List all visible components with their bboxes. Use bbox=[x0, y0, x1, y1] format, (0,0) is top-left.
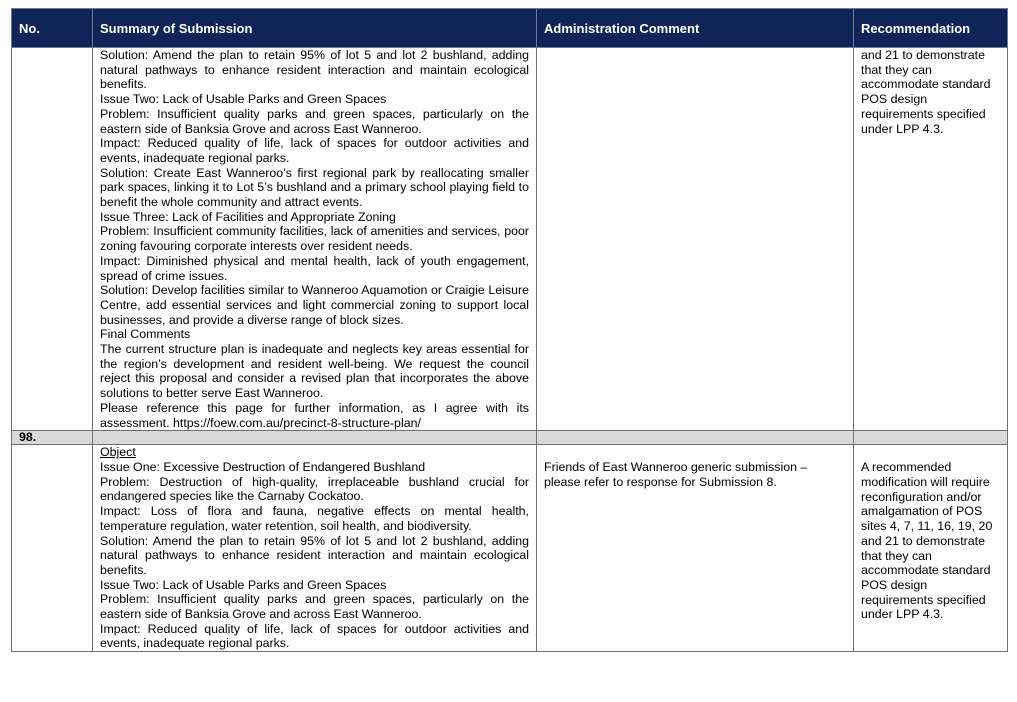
summary-line: Problem: Insufficient community facilities, lack of amenities and services, poor zoning favouring corporate interests over resident needs. bbox=[100, 224, 529, 254]
summary-line: Solution: Develop facilities similar to Wanneroo Aquamotion or Craigie Leisure Centre, add essential services and light commercial zoning to support local businesses, and provide a diverse range of block sizes. bbox=[100, 283, 529, 327]
cell-number bbox=[12, 48, 93, 431]
summary-line: Impact: Reduced quality of life, lack of spaces for outdoor activities and events, inadequate regional parks. bbox=[100, 136, 529, 165]
submission-number: 98. bbox=[12, 431, 93, 445]
header-recommendation: Recommendation bbox=[854, 9, 1008, 48]
summary-line: Problem: Destruction of high-quality, irreplaceable bushland crucial for endangered species like the Carnaby Cockatoo. bbox=[100, 474, 529, 504]
cell-recommendation bbox=[854, 445, 1008, 652]
summary-line: Issue Two: Lack of Usable Parks and Green Spaces bbox=[100, 577, 387, 592]
summary-line: Impact: Diminished physical and mental health, lack of youth engagement, spread of crime issues. bbox=[100, 253, 529, 283]
summary-line: Solution: Amend the plan to retain 95% of lot 5 and lot 2 bushland, adding natural pathways to enhance resident interaction and maintain ecological benefits. bbox=[100, 48, 529, 92]
summary-line: Please reference this page for further information, as I agree with its assessment. https://foew.com.au/precinct-8-structure-plan/ bbox=[100, 400, 529, 430]
separator-cell bbox=[537, 431, 854, 445]
header-summary: Summary of Submission bbox=[93, 9, 537, 48]
cell-admin-comment bbox=[537, 445, 854, 652]
header-no: No. bbox=[12, 9, 93, 48]
table-row bbox=[12, 48, 1008, 431]
separator-cell bbox=[93, 431, 537, 445]
summary-line: Solution: Amend the plan to retain 95% of lot 5 and lot 2 bushland, adding natural pathways to enhance resident interaction and maintain ecological benefits. bbox=[100, 533, 529, 577]
object-label: Object bbox=[100, 445, 136, 460]
summary-line: Issue One: Excessive Destruction of Endangered Bushland bbox=[100, 459, 426, 474]
cell-summary bbox=[93, 48, 537, 431]
cell-admin-comment bbox=[537, 48, 854, 431]
header-admin-comment: Administration Comment bbox=[537, 9, 854, 48]
submissions-table bbox=[11, 8, 1008, 652]
separator-cell bbox=[854, 431, 1008, 445]
summary-line: Issue Two: Lack of Usable Parks and Green Spaces bbox=[100, 92, 387, 107]
cell-recommendation bbox=[854, 48, 1008, 431]
recommendation-text: and 21 to demonstrate that they can accommodate standard POS design requirements specified under LPP 4.3. bbox=[861, 48, 991, 136]
cell-summary bbox=[93, 445, 537, 652]
recommendation-text: A recommended modification will require reconfiguration and/or amalgamation of POS sites 4, 7, 11, 16, 19, 20 and 21 to demonstrate that they can accommodate standard POS design requirements specified under LPP 4.3. bbox=[861, 460, 993, 622]
cell-number bbox=[12, 445, 93, 652]
summary-line: Impact: Reduced quality of life, lack of spaces for outdoor activities and events, inadequate regional parks. bbox=[100, 621, 529, 651]
summary-line: Impact: Loss of flora and fauna, negative effects on mental health, temperature regulation, water retention, soil health, and biodiversity. bbox=[100, 504, 529, 533]
summary-line: Problem: Insufficient quality parks and green spaces, particularly on the eastern side of Banksia Grove and across East Wanneroo. bbox=[100, 592, 529, 622]
table-row bbox=[12, 445, 1008, 652]
summary-line: Issue Three: Lack of Facilities and Appropriate Zoning bbox=[100, 209, 396, 224]
summary-line: Problem: Insufficient quality parks and green spaces, particularly on the eastern side of Banksia Grove and across East Wanneroo. bbox=[100, 106, 529, 136]
submission-number-row bbox=[12, 431, 1008, 445]
header-row bbox=[12, 9, 1008, 48]
summary-line: Solution: Create East Wanneroo’s first regional park by reallocating smaller park spaces, linking it to Lot 5’s bushland and a primary school playing field to benefit the whole community and attract events. bbox=[100, 165, 529, 210]
summary-line: The current structure plan is inadequate and neglects key areas essential for the region’s development and resident well-being. We request the council reject this proposal and consider a revised plan that incorporates the above solutions to better serve East Wanneroo. bbox=[100, 342, 529, 401]
summary-line: Final Comments bbox=[100, 327, 191, 342]
admin-comment-text: Friends of East Wanneroo generic submission – please refer to response for Submission 8. bbox=[544, 460, 808, 489]
